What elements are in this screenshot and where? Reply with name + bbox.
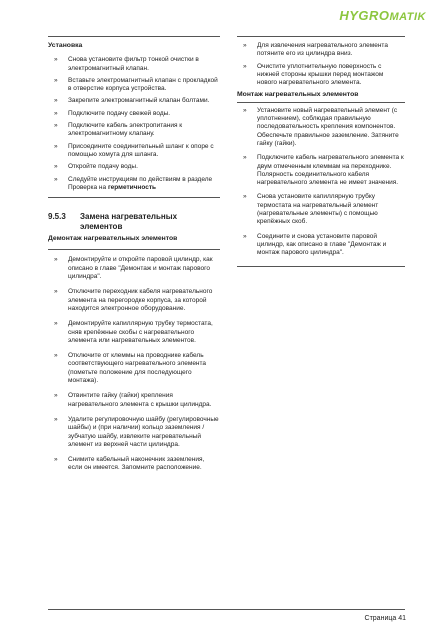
list-item bbox=[48, 56, 220, 73]
top-rule-right bbox=[237, 36, 405, 37]
list-item bbox=[48, 143, 220, 160]
list-item-text: Отключите от клеммы на проводнике кабель соответствующего нагревательного элемента (пометьте положение для последующего монтажа). bbox=[68, 352, 207, 385]
bullet-mark: » bbox=[54, 415, 58, 423]
section-number: 9.5.3 bbox=[48, 212, 66, 222]
bullet-mark: » bbox=[54, 163, 58, 171]
list-item-text: Закрепите электромагнитный клапан болтами. bbox=[68, 97, 210, 105]
list-item bbox=[237, 233, 405, 258]
list-item bbox=[48, 176, 220, 193]
bullet-mark: » bbox=[54, 320, 58, 328]
list-item bbox=[48, 163, 220, 171]
list-item-text: Присоедините соединительный шланг к опоре с помощью хомута для шланга. bbox=[68, 142, 214, 158]
list-item bbox=[237, 63, 405, 88]
install-list bbox=[48, 56, 220, 171]
list-item-text: Отвинтите гайку (гайки) крепления нагревательного элемента с крышки цилиндра. bbox=[68, 392, 212, 408]
list-item bbox=[48, 77, 220, 94]
bullet-mark: » bbox=[54, 76, 58, 84]
dismantle-list bbox=[48, 256, 220, 472]
hygromatik-logo bbox=[339, 8, 426, 23]
mount-heading: Монтаж нагревательных элементов bbox=[237, 91, 359, 99]
list-item-text: Для извлечения нагревательного элемента потяните его из цилиндра вниз. bbox=[257, 42, 388, 58]
bullet-mark: » bbox=[54, 97, 58, 105]
last-item-text: Следуйте инструкциям по действиям в разделе Проверка на bbox=[68, 175, 213, 191]
list-item bbox=[48, 288, 220, 313]
list-item bbox=[48, 352, 220, 385]
list-item-text: Отключите переходник кабеля нагревательного элемента на перегородке корпуса, за которой находится электронное оборудование. bbox=[68, 288, 213, 312]
top-rule-left bbox=[48, 36, 220, 37]
list-item bbox=[48, 456, 220, 473]
list-item bbox=[48, 392, 220, 409]
bullet-mark: » bbox=[243, 106, 247, 114]
list-item bbox=[237, 193, 405, 226]
list-item bbox=[48, 97, 220, 105]
mount-list bbox=[237, 107, 405, 258]
list-item-text: Откройте подачу воды. bbox=[68, 163, 138, 171]
right-end-rule bbox=[237, 266, 405, 267]
list-item-text: Демонтируйте и откройте паровой цилиндр, как описано в главе "Демонтаж и монтаж парового цилиндра". bbox=[68, 256, 213, 281]
section-divider bbox=[48, 197, 220, 198]
right-column bbox=[237, 36, 405, 267]
list-item-text bbox=[68, 176, 220, 193]
bullet-mark: » bbox=[243, 154, 247, 162]
list-item-text: Снова установите фильтр тонкой очистки в электромагнитный клапан. bbox=[68, 56, 199, 72]
removal-list bbox=[237, 42, 405, 87]
list-item-text: Подключите кабель электропитания к электромагнитному клапану. bbox=[68, 122, 183, 138]
bullet-mark: » bbox=[54, 175, 58, 183]
bullet-mark: » bbox=[243, 62, 247, 70]
list-item-text: Подключите кабель нагревательного элемента к двум отмеченным клеммам на переходнике. Полярность соединительного кабеля нагревательного элемента не имеет значения. bbox=[257, 154, 404, 187]
bullet-mark: » bbox=[243, 232, 247, 240]
bullet-mark: » bbox=[54, 456, 58, 464]
left-column bbox=[48, 36, 220, 480]
list-item bbox=[237, 42, 405, 59]
list-item bbox=[48, 110, 220, 118]
bullet-mark: » bbox=[54, 109, 58, 117]
dismantle-heading: Демонтаж нагревательных элементов bbox=[48, 235, 178, 243]
list-item bbox=[237, 107, 405, 148]
bullet-mark: » bbox=[243, 42, 247, 49]
bullet-mark: » bbox=[54, 392, 58, 400]
list-item-text: Снова установите капиллярную трубку термостата на нагревательный элемент (нагревательные элементы) с помощью крепёжных скоб. bbox=[257, 193, 379, 226]
bullet-mark: » bbox=[54, 56, 58, 64]
install-heading: Установка bbox=[48, 42, 83, 49]
list-item-text: Установите новый нагревательный элемент (с уплотнением), соблюдая правильную последовательность крепления компонентов. Обеспечьте правильное заземление. Затяните гайку (гайки). bbox=[257, 106, 399, 147]
list-item-text: Демонтируйте капиллярную трубку термостата, сняв крепёжные скобы с нагревательного элемента или нагревательных элементов. bbox=[68, 320, 213, 344]
bullet-mark: » bbox=[243, 193, 247, 201]
list-item bbox=[48, 122, 220, 139]
bullet-mark: » bbox=[54, 256, 58, 264]
bullet-mark: » bbox=[54, 288, 58, 296]
bullet-mark: » bbox=[54, 352, 58, 360]
logo-text-hygro: HYGRO bbox=[339, 8, 390, 23]
list-item bbox=[48, 416, 220, 449]
mount-rule bbox=[237, 102, 405, 103]
bullet-mark: » bbox=[54, 122, 58, 130]
page-number: Страница 41 bbox=[364, 615, 406, 622]
list-item-text: Подключите подачу свежей воды. bbox=[68, 109, 171, 117]
list-item-text: Соедините и снова установите паровой цилиндр, как описано в главе "Демонтаж и монтаж парового цилиндра". bbox=[257, 232, 387, 257]
list-item bbox=[48, 320, 220, 345]
logo-text-matik: MATIK bbox=[389, 11, 426, 23]
list-item bbox=[48, 256, 220, 281]
footer-rule bbox=[48, 609, 405, 610]
section-title bbox=[48, 212, 220, 231]
last-item-bold: герметичность bbox=[107, 183, 157, 191]
list-item-text: Снимите кабельный наконечник заземления, если он имеется. Запомните расположение. bbox=[68, 456, 205, 472]
bullet-mark: » bbox=[54, 142, 58, 150]
dismantle-rule bbox=[48, 249, 220, 250]
list-item-text: Вставьте электромагнитный клапан с прокладкой в отверстие корпуса устройства. bbox=[68, 76, 218, 93]
list-item-text: Очистите уплотнительную поверхность с нижней стороны крышки перед монтажом нового нагревательного элемента. bbox=[257, 62, 384, 87]
list-item bbox=[237, 154, 405, 187]
section-title-text: Замена нагревательных элементов bbox=[80, 212, 178, 231]
list-item-text: Удалите регулировочную шайбу (регулировочные шайбы) и (при наличии) кольцо заземления / зубчатую шайбу, извлеките нагревательный элемент из верхней части цилиндра. bbox=[68, 415, 219, 448]
page-header bbox=[0, 0, 446, 30]
